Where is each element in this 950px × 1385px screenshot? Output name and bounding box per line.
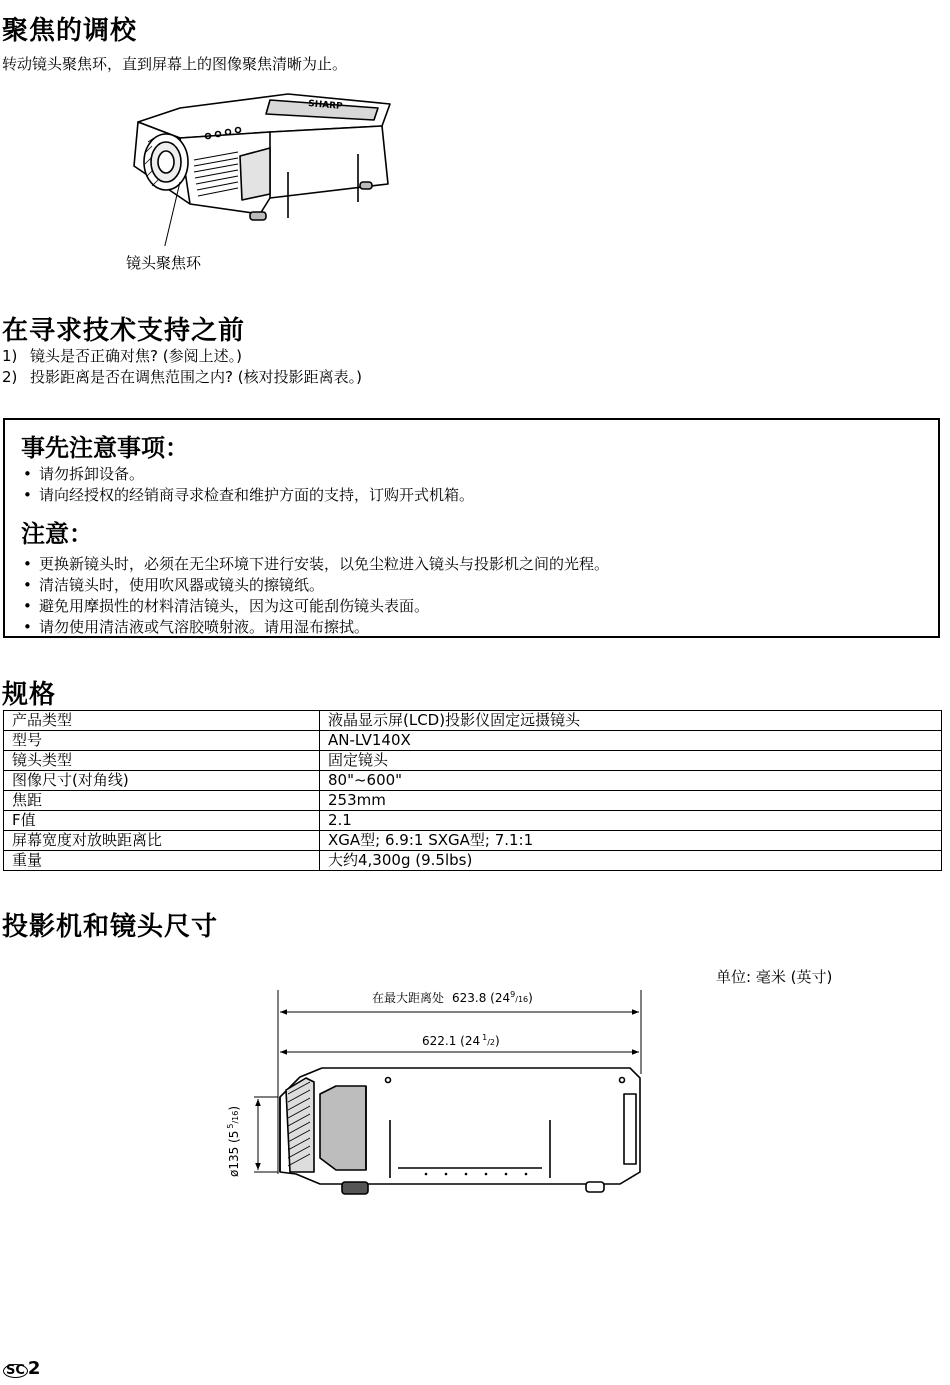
table-row: 型号 AN-LV140X [4, 731, 942, 751]
support-item: 2) 投影距离是否在调焦范围之内? (核对投影距离表。) [2, 368, 362, 386]
caution-item: • 清洁镜头时，使用吹风器或镜头的擦镜纸。 [23, 575, 609, 596]
precautions-title: 事先注意事项： [21, 434, 189, 462]
precaution-item: • 请勿拆卸设备。 [23, 464, 474, 485]
table-row: 镜头类型 固定镜头 [4, 751, 942, 771]
unit-label: 单位: 毫米 (英寸) [716, 968, 833, 986]
specs-table [3, 710, 942, 871]
focus-title: 聚焦的调校 [2, 16, 138, 46]
table-row: 焦距 253mm [4, 791, 942, 811]
page-number: 2 [27, 1358, 41, 1379]
caution-list [23, 554, 609, 638]
dimensions-title: 投影机和镜头尺寸 [2, 912, 219, 942]
length-label: 622.1 (24 $^1_/$2) [422, 1033, 500, 1048]
caution-item: • 请勿使用清洁液或气溶胶喷射液。请用湿布擦拭。 [23, 617, 609, 638]
caution-item: • 更换新镜头时，必须在无尘环境下进行安装，以免尘粒进入镜头与投影机之间的光程。 [23, 554, 609, 575]
table-row: 图像尺寸(对角线) 80"~600" [4, 771, 942, 791]
support-list [2, 346, 362, 388]
diameter-label: ø135 $(5^5_/16)$ [226, 1105, 241, 1177]
focus-instruction: 转动镜头聚焦环，直到屏幕上的图像聚焦清晰为止。 [2, 55, 348, 73]
language-logo: SC [3, 1364, 28, 1378]
caution-item: • 避免用摩损性的材料清洁镜头，因为这可能刮伤镜头表面。 [23, 596, 609, 617]
table-row: F值 2.1 [4, 811, 942, 831]
table-row: 屏幕宽度对放映距离比 XGA型; 6.9:1 SXGA型; 7.1:1 [4, 831, 942, 851]
precautions-list [23, 464, 474, 506]
specs-title: 规格 [2, 680, 57, 710]
table-row: 重量 大约4,300g (9.5lbs) [4, 851, 942, 871]
dimension-diagram [210, 982, 650, 1207]
projector-illustration [120, 86, 410, 246]
projector-brand-label: SHARP [307, 99, 343, 112]
support-title: 在寻求技术支持之前 [2, 316, 246, 346]
max-distance-label: 在最大距离处 623.8 $(24^9_/16)$ [372, 990, 533, 1005]
lens-focus-ring-label: 镜头聚焦环 [126, 254, 202, 272]
caution-title: 注意： [21, 520, 93, 548]
notice-box [3, 418, 940, 638]
precaution-item: • 请向经授权的经销商寻求检查和维护方面的支持，订购开式机箱。 [23, 485, 474, 506]
table-row: 产品类型 液晶显示屏(LCD)投影仪固定远摄镜头 [4, 711, 942, 731]
support-item: 1) 镜头是否正确对焦? (参阅上述。) [2, 347, 242, 365]
page-footer [3, 1358, 40, 1379]
